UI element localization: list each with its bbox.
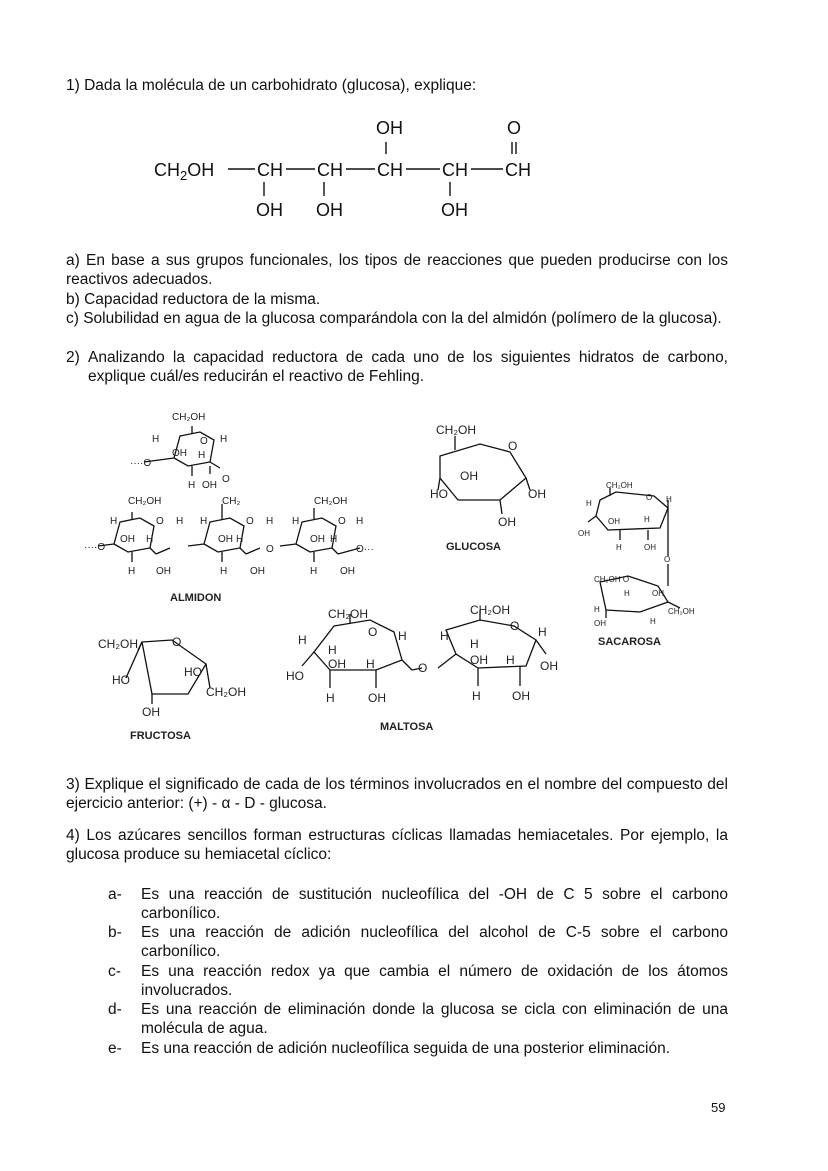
option-letter: e-: [108, 1040, 122, 1057]
almidon-ring-2: [188, 504, 260, 562]
svg-text:CH₂OH: CH₂OH: [606, 481, 633, 490]
svg-text:CH₂OH: CH₂OH: [172, 412, 206, 423]
svg-text:O: O: [664, 555, 671, 564]
svg-text:H: H: [110, 516, 118, 527]
svg-text:OH: OH: [578, 529, 590, 538]
svg-text:H: H: [152, 434, 160, 445]
label-maltosa: MALTOSA: [380, 721, 434, 733]
option-text: Es una reacción de sustitución nucleofílica del -OH de C 5 sobre el carbono carbonílico.: [141, 886, 728, 922]
svg-text:O: O: [222, 474, 230, 485]
svg-text:H: H: [586, 499, 592, 508]
option-letter: c-: [108, 963, 121, 980]
svg-text:H: H: [266, 516, 274, 527]
maltosa-ring-1: [302, 614, 422, 688]
q1-intro: 1) Dada la molécula de un carbohidrato (glucosa), explique:: [66, 77, 477, 94]
formula-ch2oh: $CH_2OH$: [154, 160, 215, 183]
option-text: Es una reacción de adición nucleofílica del alcohol de C-5 sobre el carbono carbonílico.: [141, 924, 728, 960]
option-text: Es una reacción de eliminación donde la glucosa se cicla con eliminación de una molécula de agua.: [141, 1001, 728, 1037]
label-sacarosa: SACAROSA: [598, 636, 661, 648]
svg-text:OH: OH: [142, 705, 160, 719]
svg-text:OH: OH: [498, 515, 516, 529]
svg-text:H: H: [330, 534, 338, 545]
svg-text:····O: ····O: [84, 542, 106, 553]
svg-text:H: H: [146, 534, 154, 545]
svg-text:H: H: [198, 450, 206, 461]
svg-text:OH: OH: [470, 653, 488, 667]
formula-ch-1: CH: [257, 160, 283, 180]
svg-text:CH₂OH: CH₂OH: [128, 496, 162, 507]
svg-text:OH: OH: [310, 534, 325, 545]
svg-text:H: H: [624, 589, 630, 598]
glucose-open-chain-formula: [150, 112, 550, 224]
q4-option-e: [108, 1039, 728, 1058]
svg-text:H: H: [326, 691, 335, 705]
svg-text:OH: OH: [340, 566, 355, 577]
svg-text:OH: OH: [218, 534, 233, 545]
option-text: Es una reacción de adición nucleofílica seguida de una posterior eliminación.: [141, 1040, 671, 1057]
formula-ch-2: CH: [317, 160, 343, 180]
svg-text:H: H: [298, 633, 307, 647]
option-letter: b-: [108, 924, 122, 941]
q2-text: Analizando la capacidad reductora de cada uno de los siguientes hidratos de carbono, explique cuál/es reducirán el reactivo de Fehling.: [88, 349, 728, 385]
svg-text:O: O: [266, 544, 274, 555]
svg-text:OH: OH: [460, 469, 478, 483]
svg-text:H: H: [236, 534, 244, 545]
svg-text:HO: HO: [286, 669, 304, 683]
svg-text:H: H: [292, 516, 300, 527]
q4-option-b: [108, 923, 728, 961]
svg-text:HO: HO: [184, 665, 202, 679]
q2-number: 2): [66, 349, 80, 366]
formula-oh-top: OH: [376, 118, 403, 138]
svg-text:O: O: [646, 493, 653, 502]
svg-text:OH: OH: [120, 534, 135, 545]
svg-text:H: H: [650, 617, 656, 626]
svg-text:H: H: [644, 515, 650, 524]
svg-text:OH: OH: [172, 448, 187, 459]
option-letter: a-: [108, 886, 122, 903]
svg-text:CH₂OH: CH₂OH: [314, 496, 348, 507]
label-glucosa: GLUCOSA: [446, 541, 501, 553]
svg-text:····O: ····O: [130, 458, 152, 469]
maltosa-ring-2: [438, 610, 546, 686]
formula-o-top: O: [507, 118, 522, 138]
svg-text:CH₂OH O: CH₂OH O: [594, 575, 630, 584]
svg-text:H: H: [398, 629, 407, 643]
svg-text:H: H: [506, 653, 515, 667]
svg-text:CH₂OH: CH₂OH: [98, 637, 138, 651]
svg-text:OH: OH: [528, 487, 546, 501]
label-fructosa: FRUCTOSA: [130, 730, 191, 742]
svg-text:H: H: [328, 643, 337, 657]
svg-text:H: H: [472, 689, 481, 703]
svg-text:OH: OH: [250, 566, 265, 577]
svg-text:H: H: [356, 516, 364, 527]
svg-text:H: H: [594, 605, 600, 614]
svg-text:O: O: [156, 516, 164, 527]
svg-text:OH: OH: [644, 543, 656, 552]
svg-text:H: H: [538, 625, 547, 639]
svg-text:H: H: [220, 566, 228, 577]
svg-text:O: O: [246, 516, 254, 527]
svg-text:O: O: [418, 661, 428, 675]
svg-text:CH₂OH: CH₂OH: [328, 607, 368, 621]
svg-text:HO: HO: [112, 673, 130, 687]
svg-text:OH: OH: [202, 480, 217, 491]
svg-text:H: H: [310, 566, 318, 577]
svg-text:H: H: [220, 434, 228, 445]
svg-text:H: H: [616, 543, 622, 552]
option-letter: d-: [108, 1001, 122, 1018]
formula-ch-5: CH: [505, 160, 531, 180]
svg-text:H: H: [470, 637, 479, 651]
sacarosa-glucose-ring: [588, 488, 668, 556]
svg-text:CH₂OH: CH₂OH: [436, 423, 476, 437]
formula-oh-bottom-2: OH: [316, 200, 343, 220]
svg-text:O: O: [172, 635, 182, 649]
svg-text:OH: OH: [594, 619, 606, 628]
q1-item-b: b) Capacidad reductora de la misma.: [66, 291, 321, 308]
q1-item-c: c) Solubilidad en agua de la glucosa comparándola con la del almidón (polímero de la glucosa).: [66, 310, 722, 327]
q4-option-d: [108, 1000, 728, 1038]
svg-text:CH₂OH: CH₂OH: [206, 685, 246, 699]
q3-text: 3) Explique el significado de cada de los términos involucrados en el nombre del compuesto del ejercicio anterior: (+) - α - D - glucosa.: [66, 776, 728, 812]
q4-text: 4) Los azúcares sencillos forman estructuras cíclicas llamadas hemiacetales. Por ejemplo, la glucosa produce su hemiacetal cíclico:: [66, 827, 728, 863]
svg-text:OH: OH: [368, 691, 386, 705]
svg-text:H: H: [440, 629, 449, 643]
formula-oh-bottom-1: OH: [256, 200, 283, 220]
formula-ch-3: CH: [377, 160, 403, 180]
formula-ch-4: CH: [442, 160, 468, 180]
svg-text:CH₂OH: CH₂OH: [668, 607, 695, 616]
svg-text:O: O: [508, 439, 518, 453]
svg-text:OH: OH: [328, 657, 346, 671]
carbohydrate-structures-figure: [80, 404, 720, 744]
svg-text:OH: OH: [512, 689, 530, 703]
svg-text:H: H: [176, 516, 184, 527]
q4-option-c: [108, 962, 728, 1000]
svg-text:H: H: [128, 566, 136, 577]
svg-text:H: H: [366, 657, 375, 671]
svg-text:H: H: [188, 480, 196, 491]
svg-text:O: O: [510, 619, 520, 633]
svg-text:H: H: [666, 495, 672, 504]
svg-text:OH: OH: [608, 517, 620, 526]
svg-text:H: H: [200, 516, 208, 527]
page-number: 59: [711, 1100, 726, 1115]
svg-text:OH: OH: [156, 566, 171, 577]
option-text: Es una reacción redox ya que cambia el número de oxidación de los átomos involucrados.: [141, 963, 728, 999]
svg-text:OH: OH: [652, 589, 664, 598]
svg-text:CH₂: CH₂: [222, 496, 241, 507]
q1-item-a: a) En base a sus grupos funcionales, los tipos de reacciones que pueden producirse con los reactivos adecuados.: [66, 252, 728, 288]
formula-oh-bottom-3: OH: [441, 200, 468, 220]
svg-text:CH₂OH: CH₂OH: [470, 603, 510, 617]
svg-text:O: O: [338, 516, 346, 527]
svg-text:O: O: [200, 436, 208, 447]
q4-option-a: [108, 885, 728, 923]
svg-text:OH: OH: [540, 659, 558, 673]
svg-text:HO: HO: [430, 487, 448, 501]
svg-text:O···: O···: [356, 544, 374, 555]
svg-text:O: O: [368, 625, 378, 639]
label-almidon: ALMIDON: [170, 592, 222, 604]
